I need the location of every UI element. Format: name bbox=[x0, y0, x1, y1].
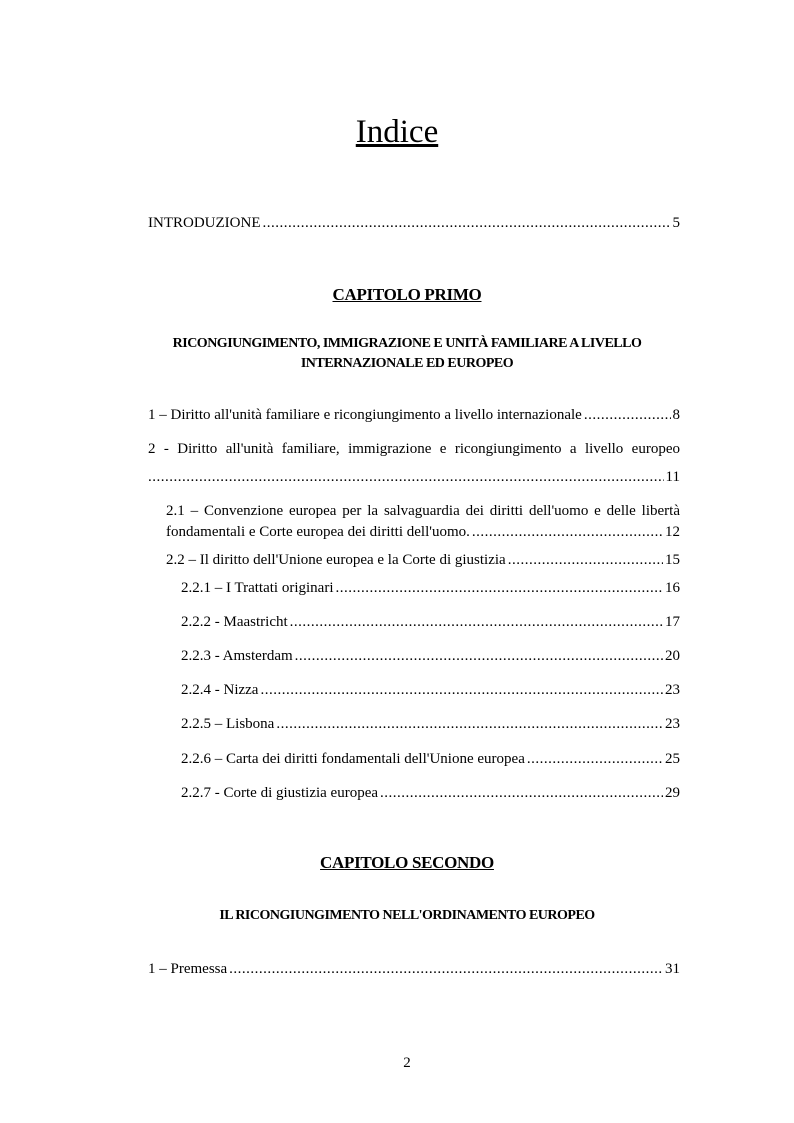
toc-entry[interactable] bbox=[166, 550, 680, 570]
toc-entry-label: 1 – Premessa bbox=[148, 961, 228, 977]
dot-leader bbox=[276, 714, 663, 734]
toc-entry-label: 2.2.1 – I Trattati originari bbox=[181, 580, 334, 596]
toc-entry-label: 2.2.3 - Amsterdam bbox=[181, 648, 293, 664]
toc-entry-introduzione[interactable] bbox=[148, 213, 680, 233]
toc-entry[interactable] bbox=[181, 783, 680, 803]
toc-entry-label: 2.2.4 - Nizza bbox=[181, 682, 259, 698]
toc-entry-page: 12 bbox=[665, 524, 680, 540]
toc-entry[interactable] bbox=[181, 680, 680, 700]
dot-leader bbox=[290, 612, 663, 632]
toc-entry-page: 29 bbox=[665, 785, 680, 801]
toc-entry-label: 1 – Diritto all'unità familiare e ricongiungimento a livello internazionale bbox=[148, 407, 582, 423]
toc-entry[interactable] bbox=[181, 612, 680, 632]
toc-entry-page: 11 bbox=[665, 469, 680, 485]
toc-entry-page: 5 bbox=[672, 215, 680, 231]
toc-entry-page: 23 bbox=[665, 716, 680, 732]
toc-entry-label[interactable]: 2 - Diritto all'unità familiare, immigrazione e ricongiungimento a livello europeo bbox=[148, 441, 680, 457]
toc-entry[interactable] bbox=[148, 959, 680, 979]
toc-entry-label: fondamentali e Corte europea dei diritti dell'uomo. bbox=[166, 524, 470, 540]
toc-entry[interactable] bbox=[181, 578, 680, 598]
toc-entry[interactable] bbox=[181, 714, 680, 734]
page-title: Indice bbox=[355, 114, 439, 150]
toc-entry-page: 25 bbox=[665, 751, 680, 767]
chapter-subtitle: IL RICONGIUNGIMENTO NELL'ORDINAMENTO EUROPEO bbox=[219, 908, 595, 923]
toc-entry-page: 23 bbox=[665, 682, 680, 698]
dot-leader bbox=[260, 680, 663, 700]
toc-entry-continuation[interactable] bbox=[166, 522, 680, 542]
dot-leader bbox=[472, 522, 663, 542]
toc-entry-page: 8 bbox=[672, 407, 680, 423]
chapter-heading: CAPITOLO SECONDO bbox=[320, 853, 494, 872]
toc-entry[interactable] bbox=[148, 405, 680, 425]
toc-entry-label: 2.1 – Convenzione europea per la salvaguardia dei diritti dell'uomo e delle libertà bbox=[166, 503, 680, 519]
dot-leader bbox=[295, 646, 663, 666]
chapter-heading: CAPITOLO PRIMO bbox=[332, 285, 482, 304]
toc-entry-label: 2.2.2 - Maastricht bbox=[181, 614, 288, 630]
dot-leader bbox=[380, 783, 663, 803]
toc-entry[interactable] bbox=[166, 501, 680, 522]
dot-leader bbox=[148, 467, 664, 487]
toc-entry-page: 17 bbox=[665, 614, 680, 630]
chapter-subtitle-line1: RICONGIUNGIMENTO, IMMIGRAZIONE E UNITÀ FAMILIARE A LIVELLO bbox=[172, 336, 642, 351]
dot-leader bbox=[584, 405, 671, 425]
chapter-subtitle-line2: INTERNAZIONALE ED EUROPEO bbox=[300, 356, 514, 371]
toc-entry-label: 2.2.5 – Lisbona bbox=[181, 716, 275, 732]
toc-entry-label: INTRODUZIONE bbox=[148, 215, 261, 231]
page-number: 2 bbox=[403, 1055, 411, 1071]
toc-entry[interactable] bbox=[181, 646, 680, 666]
toc-entry-page: 16 bbox=[665, 580, 680, 596]
toc-entry[interactable] bbox=[181, 749, 680, 769]
toc-entry-label: 2.2 – Il diritto dell'Unione europea e la Corte di giustizia bbox=[166, 552, 506, 568]
dot-leader bbox=[336, 578, 664, 598]
toc-entry-label: 2.2.6 – Carta dei diritti fondamentali dell'Unione europea bbox=[181, 751, 525, 767]
toc-entry[interactable] bbox=[148, 467, 680, 487]
dot-leader bbox=[229, 959, 663, 979]
toc-entry-page: 31 bbox=[665, 961, 680, 977]
dot-leader bbox=[508, 550, 663, 570]
dot-leader bbox=[527, 749, 663, 769]
dot-leader bbox=[262, 213, 670, 233]
toc-entry-page: 15 bbox=[665, 552, 680, 568]
toc-entry-label: 2.2.7 - Corte di giustizia europea bbox=[181, 785, 379, 801]
toc-entry-page: 20 bbox=[665, 648, 680, 664]
